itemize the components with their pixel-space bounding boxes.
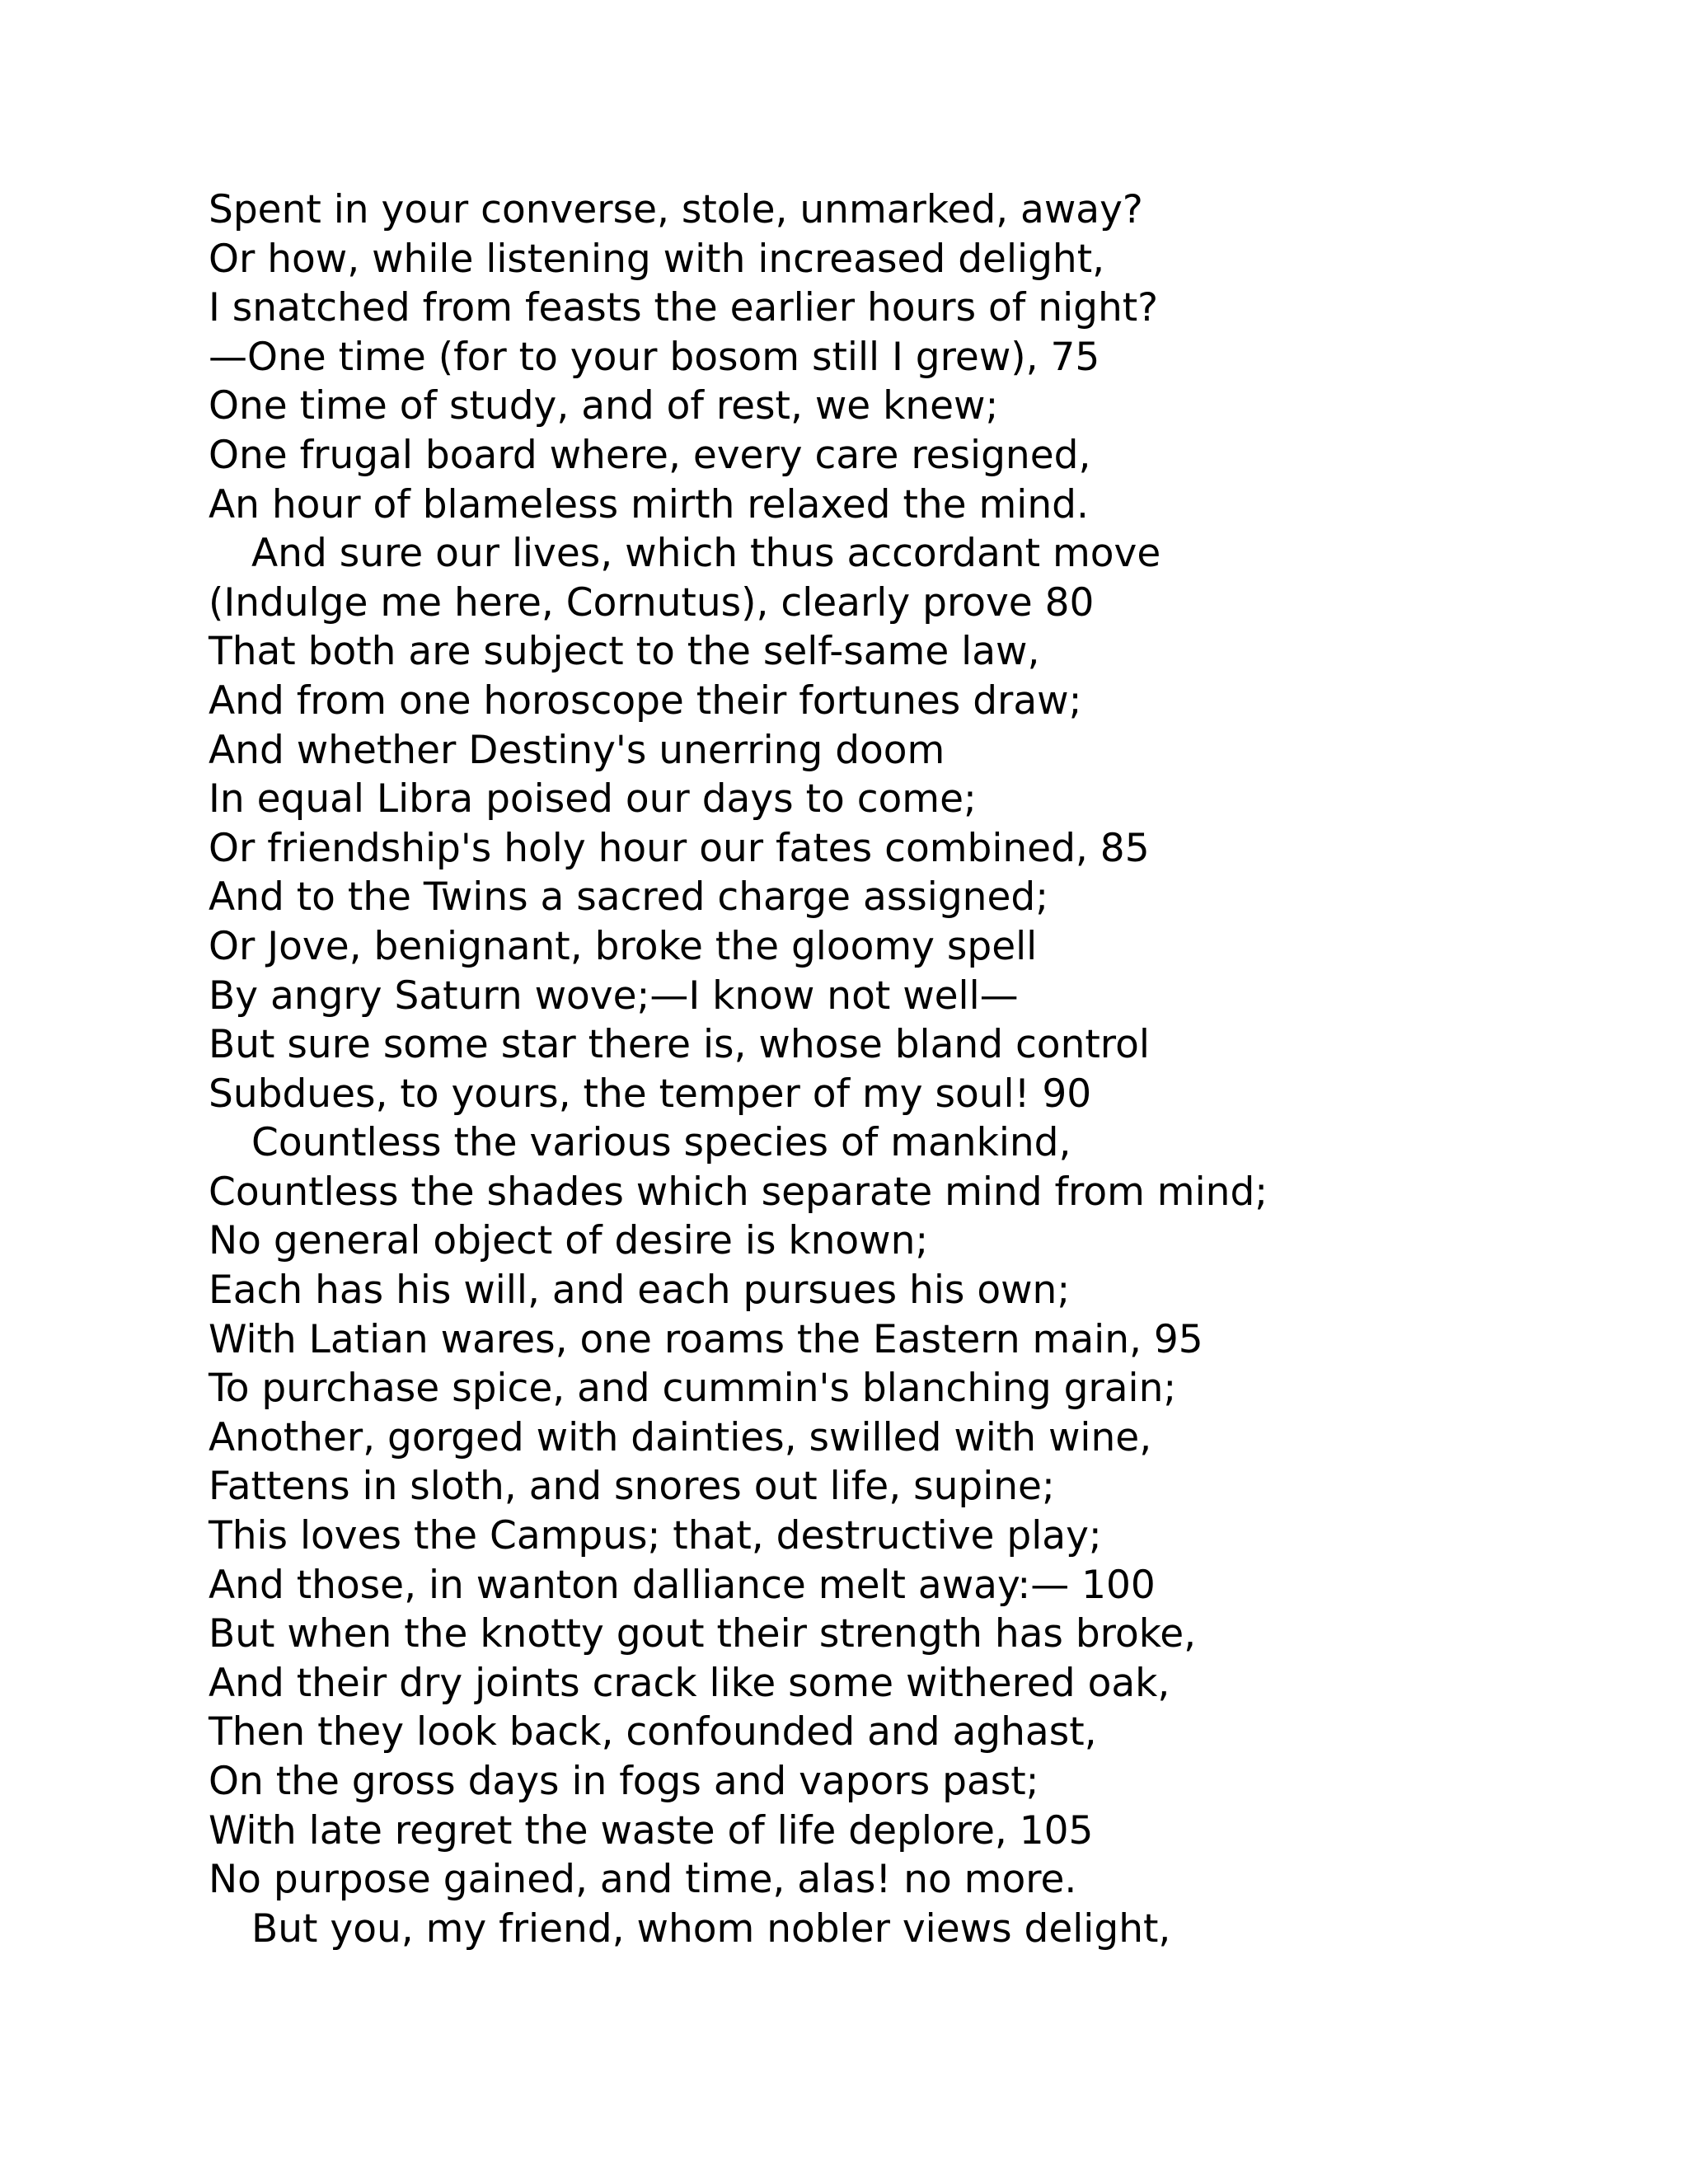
- poem-line: And those, in wanton dalliance melt away:— 100: [209, 1562, 1156, 1608]
- poem-line: But you, my friend, whom nobler views delight,: [251, 1905, 1171, 1952]
- poem-line: An hour of blameless mirth relaxed the mind.: [209, 481, 1089, 527]
- poem-line: But when the knotty gout their strength has broke,: [209, 1611, 1197, 1657]
- poem-line: By angry Saturn wove;—I know not well—: [209, 972, 1019, 1019]
- poem-line: Or friendship's holy hour our fates combined, 85: [209, 825, 1150, 871]
- poem-line: And to the Twins a sacred charge assigned;: [209, 874, 1049, 921]
- poem-line: No general object of desire is known;: [209, 1218, 929, 1264]
- poem-line: And from one horoscope their fortunes draw;: [209, 677, 1082, 724]
- poem-line: Fattens in sloth, and snores out life, supine;: [209, 1464, 1055, 1510]
- poem-line: Then they look back, confounded and aghast,: [209, 1709, 1097, 1755]
- poem-line: (Indulge me here, Cornutus), clearly prove 80: [209, 579, 1095, 626]
- poem-line: With Latian wares, one roams the Eastern main, 95: [209, 1316, 1203, 1362]
- poem-line: This loves the Campus; that, destructive play;: [209, 1513, 1102, 1559]
- poem-line: That both are subject to the self-same law,: [209, 629, 1040, 675]
- poem-line: No purpose gained, and time, alas! no more.: [209, 1857, 1077, 1903]
- poem-line: I snatched from feasts the earlier hours of night?: [209, 285, 1159, 331]
- poem-line: On the gross days in fogs and vapors past;: [209, 1759, 1039, 1804]
- poem-line: Another, gorged with dainties, swilled with wine,: [209, 1414, 1152, 1460]
- poem-text-block: [209, 185, 1610, 1953]
- poem-line: One frugal board where, every care resigned,: [209, 432, 1091, 478]
- poem-line: With late regret the waste of life deplore, 105: [209, 1807, 1094, 1854]
- poem-line: And whether Destiny's unerring doom: [209, 727, 945, 773]
- poem-line: Each has his will, and each pursues his own;: [209, 1268, 1071, 1314]
- poem-line: One time of study, and of rest, we knew;: [209, 383, 999, 429]
- poem-line: Or how, while listening with increased delight,: [209, 236, 1105, 282]
- poem-line: But sure some star there is, whose bland control: [209, 1022, 1150, 1068]
- poem-page: [209, 185, 1610, 1953]
- poem-line: Countless the shades which separate mind from mind;: [209, 1169, 1268, 1215]
- poem-line: Or Jove, benignant, broke the gloomy spell: [209, 923, 1038, 969]
- poem-line: —One time (for to your bosom still I grew), 75: [209, 334, 1100, 380]
- poem-line: And sure our lives, which thus accordant move: [251, 531, 1161, 577]
- poem-line: Spent in your converse, stole, unmarked, away?: [209, 187, 1143, 232]
- poem-line: And their dry joints crack like some withered oak,: [209, 1660, 1170, 1706]
- poem-line: In equal Libra poised our days to come;: [209, 776, 977, 823]
- poem-line: Countless the various species of mankind,: [251, 1120, 1071, 1166]
- poem-line: Subdues, to yours, the temper of my soul! 90: [209, 1071, 1092, 1117]
- poem-line: To purchase spice, and cummin's blanching grain;: [209, 1366, 1177, 1412]
